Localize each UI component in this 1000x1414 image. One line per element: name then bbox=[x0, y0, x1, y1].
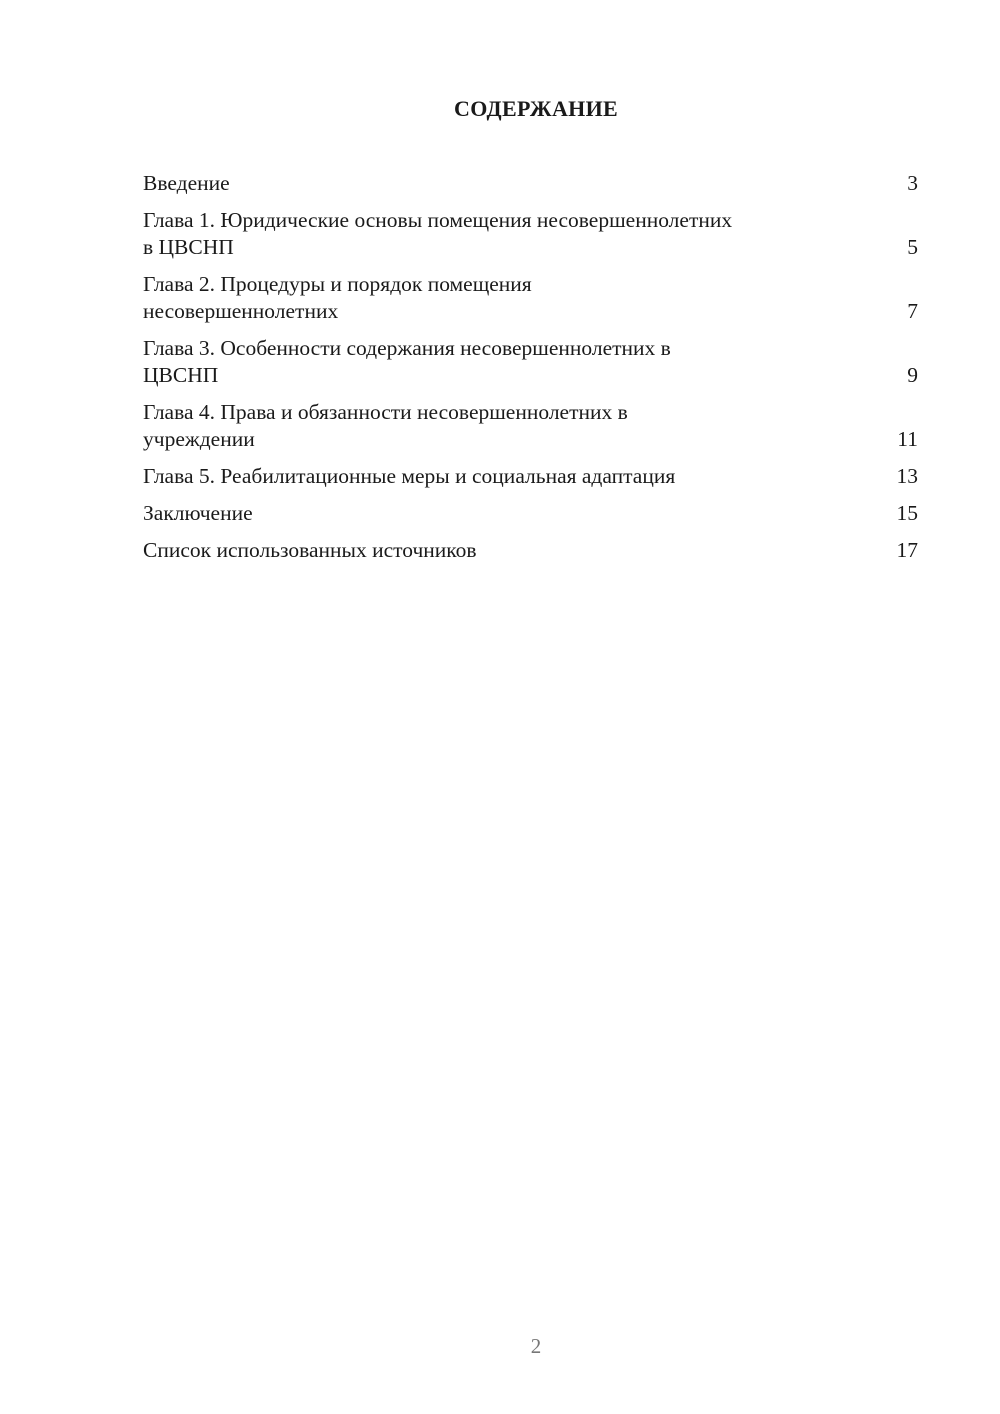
toc-entry-page: 9 bbox=[907, 363, 918, 387]
toc-entry-title: Список использованных источников bbox=[143, 538, 477, 562]
toc-entry bbox=[143, 399, 918, 453]
toc-entry-page: 11 bbox=[897, 427, 918, 451]
page-number: 2 bbox=[530, 1334, 542, 1358]
toc-entry-page: 5 bbox=[907, 235, 918, 259]
toc-entry-page: 15 bbox=[896, 501, 918, 525]
toc-entry bbox=[143, 335, 918, 389]
toc-entry-page: 17 bbox=[896, 538, 918, 562]
toc-entry-title: Глава 1. Юридические основы помещения несовершеннолетних bbox=[143, 208, 733, 232]
toc-entry bbox=[143, 271, 918, 325]
toc-entry-title: Глава 3. Особенности содержания несовершеннолетних в bbox=[143, 336, 671, 360]
toc-entry-title: Заключение bbox=[143, 501, 253, 525]
toc-entry bbox=[143, 500, 918, 527]
toc-entry-page: 3 bbox=[907, 171, 918, 195]
toc-entry-title: Глава 5. Реабилитационные меры и социальная адаптация bbox=[143, 464, 676, 488]
toc-entry-title: Введение bbox=[143, 171, 230, 195]
table-of-contents bbox=[143, 170, 918, 574]
toc-entry bbox=[143, 170, 918, 197]
toc-entry bbox=[143, 463, 918, 490]
toc-entry-title: Глава 4. Права и обязанности несовершеннолетних в bbox=[143, 400, 628, 424]
toc-entry-title-continued: ЦВСНП bbox=[143, 363, 219, 387]
document-title: СОДЕРЖАНИЕ bbox=[454, 96, 618, 121]
toc-entry-title-continued: несовершеннолетних bbox=[143, 299, 339, 323]
toc-entry-page: 7 bbox=[907, 299, 918, 323]
toc-entry-title: Глава 2. Процедуры и порядок помещения bbox=[143, 272, 532, 296]
toc-entry-title-continued: учреждении bbox=[143, 427, 255, 451]
toc-entry-title-continued: в ЦВСНП bbox=[143, 235, 234, 259]
toc-entry-page: 13 bbox=[896, 464, 918, 488]
toc-entry bbox=[143, 537, 918, 564]
toc-entry bbox=[143, 207, 918, 261]
